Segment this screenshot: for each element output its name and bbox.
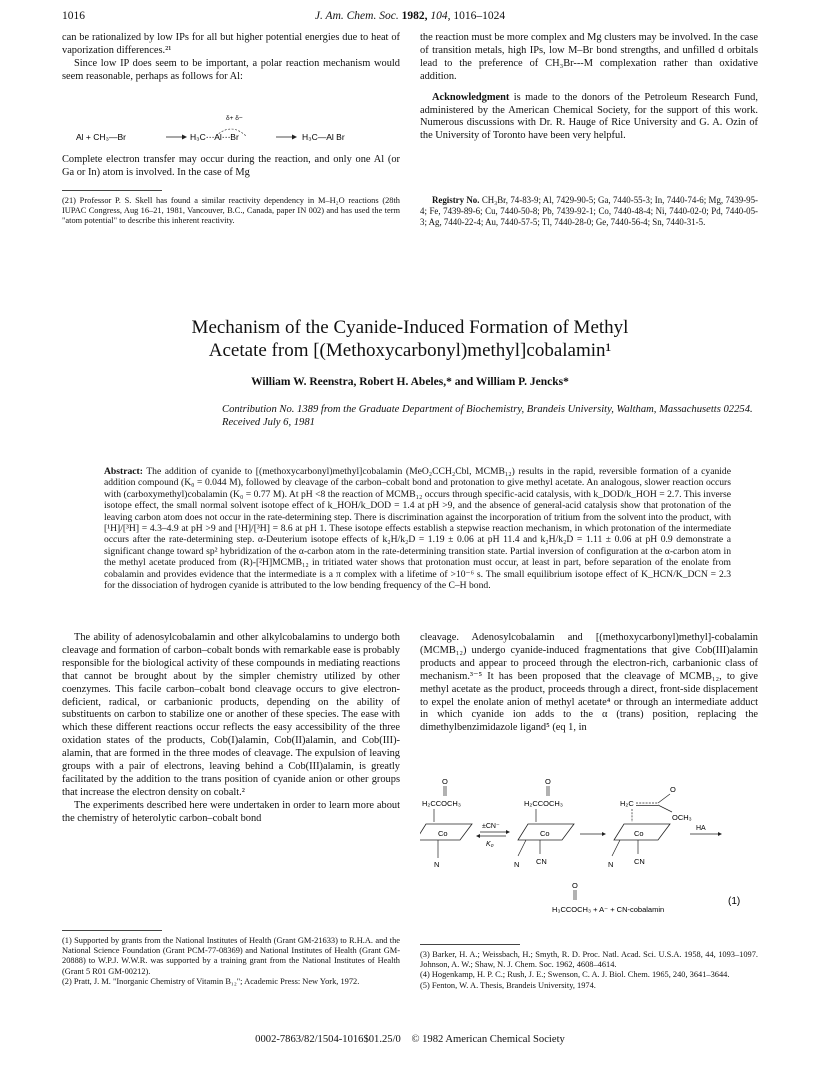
footnote-21: (21) Professor P. S. Skell has found a similar reactivity dependency in M–H₂O reactions (28th IUPAC Congress, Aug 16–21, 1981, Vancouver, B.C., Canada, paper IN 002) and has used the term "atom potential" to describe this inherent reactivity. [62,196,400,226]
scheme-3-cobalt: Co [634,829,644,838]
prev-left-para-2: Since low IP does seem to be important, a polar reaction mechanism would seem reasonable, perhaps as follows for Al: [62,57,400,82]
scheme-2-substituent: H₂CCOCH₃ [524,799,563,808]
body-right-column [420,632,758,735]
ack-label: Acknowledgment [432,91,510,103]
prev-left-para-1: can be rationalized by low IPs for all but higher potential energies due to heat of vaporization differences.²¹ [62,32,400,56]
scheme-2-cyanide: CN [536,857,547,866]
journal-year: 1982, [401,10,428,22]
footnote-1: (1) Supported by grants from the National Institutes of Health (Grant GM-21633) to R.H.A. and the National Science Foundation (Grant PCM-77-08369) and National Institutes of Health (Grant GM-20888) to W.P.J. W.W.R. was supported by a training grant from the National Institutes of Health (Grant 5 R01 GM-00212). [62,936,400,976]
abstract [104,466,731,591]
footnotes-left [62,936,400,987]
scheme-3-methoxy: OCH₃ [672,813,692,822]
journal-volume: 104, [430,10,451,22]
footnote-divider-top-left [62,190,162,191]
footnote-2: (2) Pratt, J. M. "Inorganic Chemistry of Vitamin B₁₂"; Academic Press: New York, 1972. [62,976,360,986]
scheme-arrow-1-constant: K₀ [486,841,494,848]
al-scheme-reactants: Al + CH₃—Br [76,132,126,142]
body-right-para-1: cleavage. Adenosylcobalamin and [(methoxycarbonyl)methyl]-cobalamin (MCMB₁₂) undergo cyanide-induced fragmentations that give Cob(III)alamin products and appear to proceed through the electron-rich, carbanionic class of mechanism.³⁻⁵ It has been proposed that the cleavage of MCMB₁₂, to give methyl acetate as the product, proceeds through a direct, front-side displacement to expel the enolate anion of methyl acetate⁴ or through an intermediate adduct in which cyanide ion adds to the α (trans) position, replacing the dimethylbenzimidazole ligand⁵ (eq 1, in [420,632,758,734]
equation-1-scheme [420,774,758,934]
acknowledgment [420,92,758,144]
footer-copyright: © 1982 American Chemical Society [411,1034,565,1045]
scheme-3-substituent: H₂C [620,799,634,808]
footnote-divider-left [62,930,162,931]
al-scheme-transition-state: H₃C⋯Al⋯Br [190,132,239,142]
prev-left-para-3: Complete electron transfer may occur during the reaction, and only one Al (or Ga or In) atom is involved. In the case of Mg [62,154,400,178]
article-title-line-2: Acetate from [(Methoxycarbonyl)methyl]cobalamin¹ [208,340,612,361]
scheme-oxygen-3: O [670,785,676,794]
prev-left-para-3-wrap [62,154,400,180]
scheme-acid-label: HA [696,825,706,832]
scheme-oxygen-1: O [442,777,448,786]
scheme-1-nitrogen: N [434,860,440,869]
scheme-arrow-1-label: ±CN⁻ [482,823,500,830]
scheme-oxygen-4: O [572,881,578,890]
al-reaction-scheme [76,114,396,150]
article-title-line-1: Mechanism of the Cyanide-Induced Formation of Methyl [191,317,629,338]
body-left-para-2: The experiments described here were undertaken in order to learn more about the chemistry of heterolytic carbon–cobalt bond [62,799,400,824]
scheme-3-nitrogen: N [608,860,614,869]
scheme-2-cobalt: Co [540,829,550,838]
registry-text: CH₃Br, 74-83-9; Al, 7429-90-5; Ga, 7440-55-3; In, 7440-74-6; Mg, 7439-95-4; Fe, 7439-89-6; Cu, 7440-50-8; Pb, 7439-92-1; Co, 7440-48-4; Ni, 7440-02-0; Pd, 7440-05-3; Ag, 7440-22-4; Au, 7440-57-5; Tl, 7440-28-0; Ge, 7440-56-4; Sn, 7440-31-5. [420,195,758,227]
prev-article-left-column [62,32,400,84]
page-footer [0,1034,820,1045]
equation-number: (1) [728,896,741,907]
footnote-3: (3) Barker, H. A.; Weissbach, H.; Smyth, R. D. Proc. Natl. Acad. Sci. U.S.A. 1958, 44, 1093–1097. Johnson, A. W.; Shaw, N. J. Chem. Soc. 1962, 4608–4614. [420,950,758,970]
running-header [0,10,820,22]
page-number: 1016 [62,10,85,22]
journal-pages: 1016–1024 [453,10,506,22]
body-left-para-1: The ability of adenosylcobalamin and other alkylcobalamins to undergo both cleavage and formation of carbon–cobalt bonds with remarkable ease is probably responsible for the biological activity of these compounds in mediating reactions that cannot be brought about by the simpler chemistry utilized by other coenzymes. This facile carbon–cobalt bond cleavage occurs to give electron-deficient, radical, or carbanionic products, depending on the ability of substituents on carbon to stabilize one or another of these species. The ease with which these different reactions occur reflects the easy accessibility of the three oxidation states of the products, Cob(I)alamin, Cob(II)alamin, and Cob(III)-alamin, that are formed in the three modes of cleavage. The expulsion of leaving groups with a pair of electrons, leaving behind a Cob(III)alamin, is greatly facilitated by the addition to the trans position of cyanide anion or other groups that increase the electron density on cobalt.² [62,632,400,798]
registry-label: Registry No. [432,195,480,205]
journal-name: J. Am. Chem. Soc. [314,10,399,22]
scheme-1-cobalt: Co [438,829,448,838]
body-left-column [62,632,400,826]
al-scheme-products: H₃C—Al Br [302,132,345,142]
al-scheme-charge: δ+ δ− [226,115,243,122]
prev-right-para-1: the reaction must be more complex and Mg clusters may be involved. In the case of transition metals, high IPs, low M–Br bond strengths, and unfilled d orbitals lead to the preference of CH₃Br---M complexation rather than oxidative addition. [420,32,758,82]
footer-code: 0002-7863/82/1504-1016$01.25/0 [255,1034,401,1045]
prev-article-right-column [420,32,758,143]
article-title [0,316,820,362]
cobalamin-fragmentation-scheme [420,774,758,934]
al-scheme-graphic [76,114,396,150]
footnote-5: (5) Fenton, W. A. Thesis, Brandeis University, 1974. [420,980,596,990]
scheme-1-substituent: H₂CCOCH₃ [422,799,461,808]
abstract-label: Abstract: [104,466,143,477]
registry-numbers [420,195,758,228]
footnote-4: (4) Hogenkamp, H. P. C.; Rush, J. E.; Swenson, C. A. J. Biol. Chem. 1965, 240, 3641–3644. [420,970,730,980]
scheme-2-nitrogen: N [514,860,520,869]
authors: William W. Reenstra, Robert H. Abeles,* and William P. Jencks* [251,376,569,388]
ack-text: is made to the donors of the Petroleum Research Fund, administered by the American Chemical Society, for the support of this work. Numerous discussions with Dr. R. Hauge of Rice University and G. A. Ozin of the University of Toronto have been very helpful. [420,91,758,142]
scheme-3-cyanide: CN [634,857,645,866]
abstract-text: The addition of cyanide to [(methoxycarbonyl)methyl]cobalamin (MeO₂CCH₂Cbl, MCMB₁₂) results in the rapid, reversible formation of a cyanide addition compound (K₀ = 0.044 M), followed by cleavage of the carbon–cobalt bond and protonation to give methyl acetate. An analogous, slower reaction occurs with (carboxymethyl)cobalamin (K₀ = 0.77 M). At pH <8 the reaction of MCMB₁₂ occurs through specific-acid catalysis, with k_DOD/k_HOH = 2.7. This inverse isotope effect, the small normal solvent isotope effect of k_HOH/k_DOD = 1.4 at pH >9, and the absence of general-acid catalysis show that protonation of the leaving carbon atom does not occur in the rate-determining step. There is discrimination against the incorporation of tritium from the solvent into the product, with [¹H]/[³H] = 4.3–4.9 at pH >9 and [¹H]/[³H] = 8.6 at pH 1. These isotope effects establish a stepwise reaction mechanism, in which protonation of the intermediate occurs after the rate-determining step. α-Deuterium isotope effects of k₂H/k₂D = 1.19 ± 0.06 at pH 11.4 and k₂H/k₂D = 1.11 ± 0.06 at pH 0.9 demonstrate a significant change toward sp² hybridization of the α-carbon atom in the rate-determining transition state. Partial inversion of configuration at the α-carbon atom in the methyl acetate produced from (R)-[²H]MCMB₁₂ in tritiated water shows that protonation must occur, at least in part, before separation of the enolate from cobalamin and provides evidence that the intermediate is a π complex with a lifetime of >10⁻⁶ s. The small equilibrium isotope effect of K_HCN/K_DCN = 2.3 for the dissociation of hydrogen cyanide is attributed to the low bending frequency of the C–H bond. [104,466,731,592]
scheme-oxygen-2: O [545,777,551,786]
scheme-products: H₃CCOCH₃ + A⁻ + CN-cobalamin [552,905,665,914]
affiliation: Contribution No. 1389 from the Graduate Department of Biochemistry, Brandeis University, Waltham, Massachusetts 02254. Received July 6, 1981 [222,404,753,428]
footnotes-right [420,950,758,991]
footnote-divider-right [420,944,520,945]
